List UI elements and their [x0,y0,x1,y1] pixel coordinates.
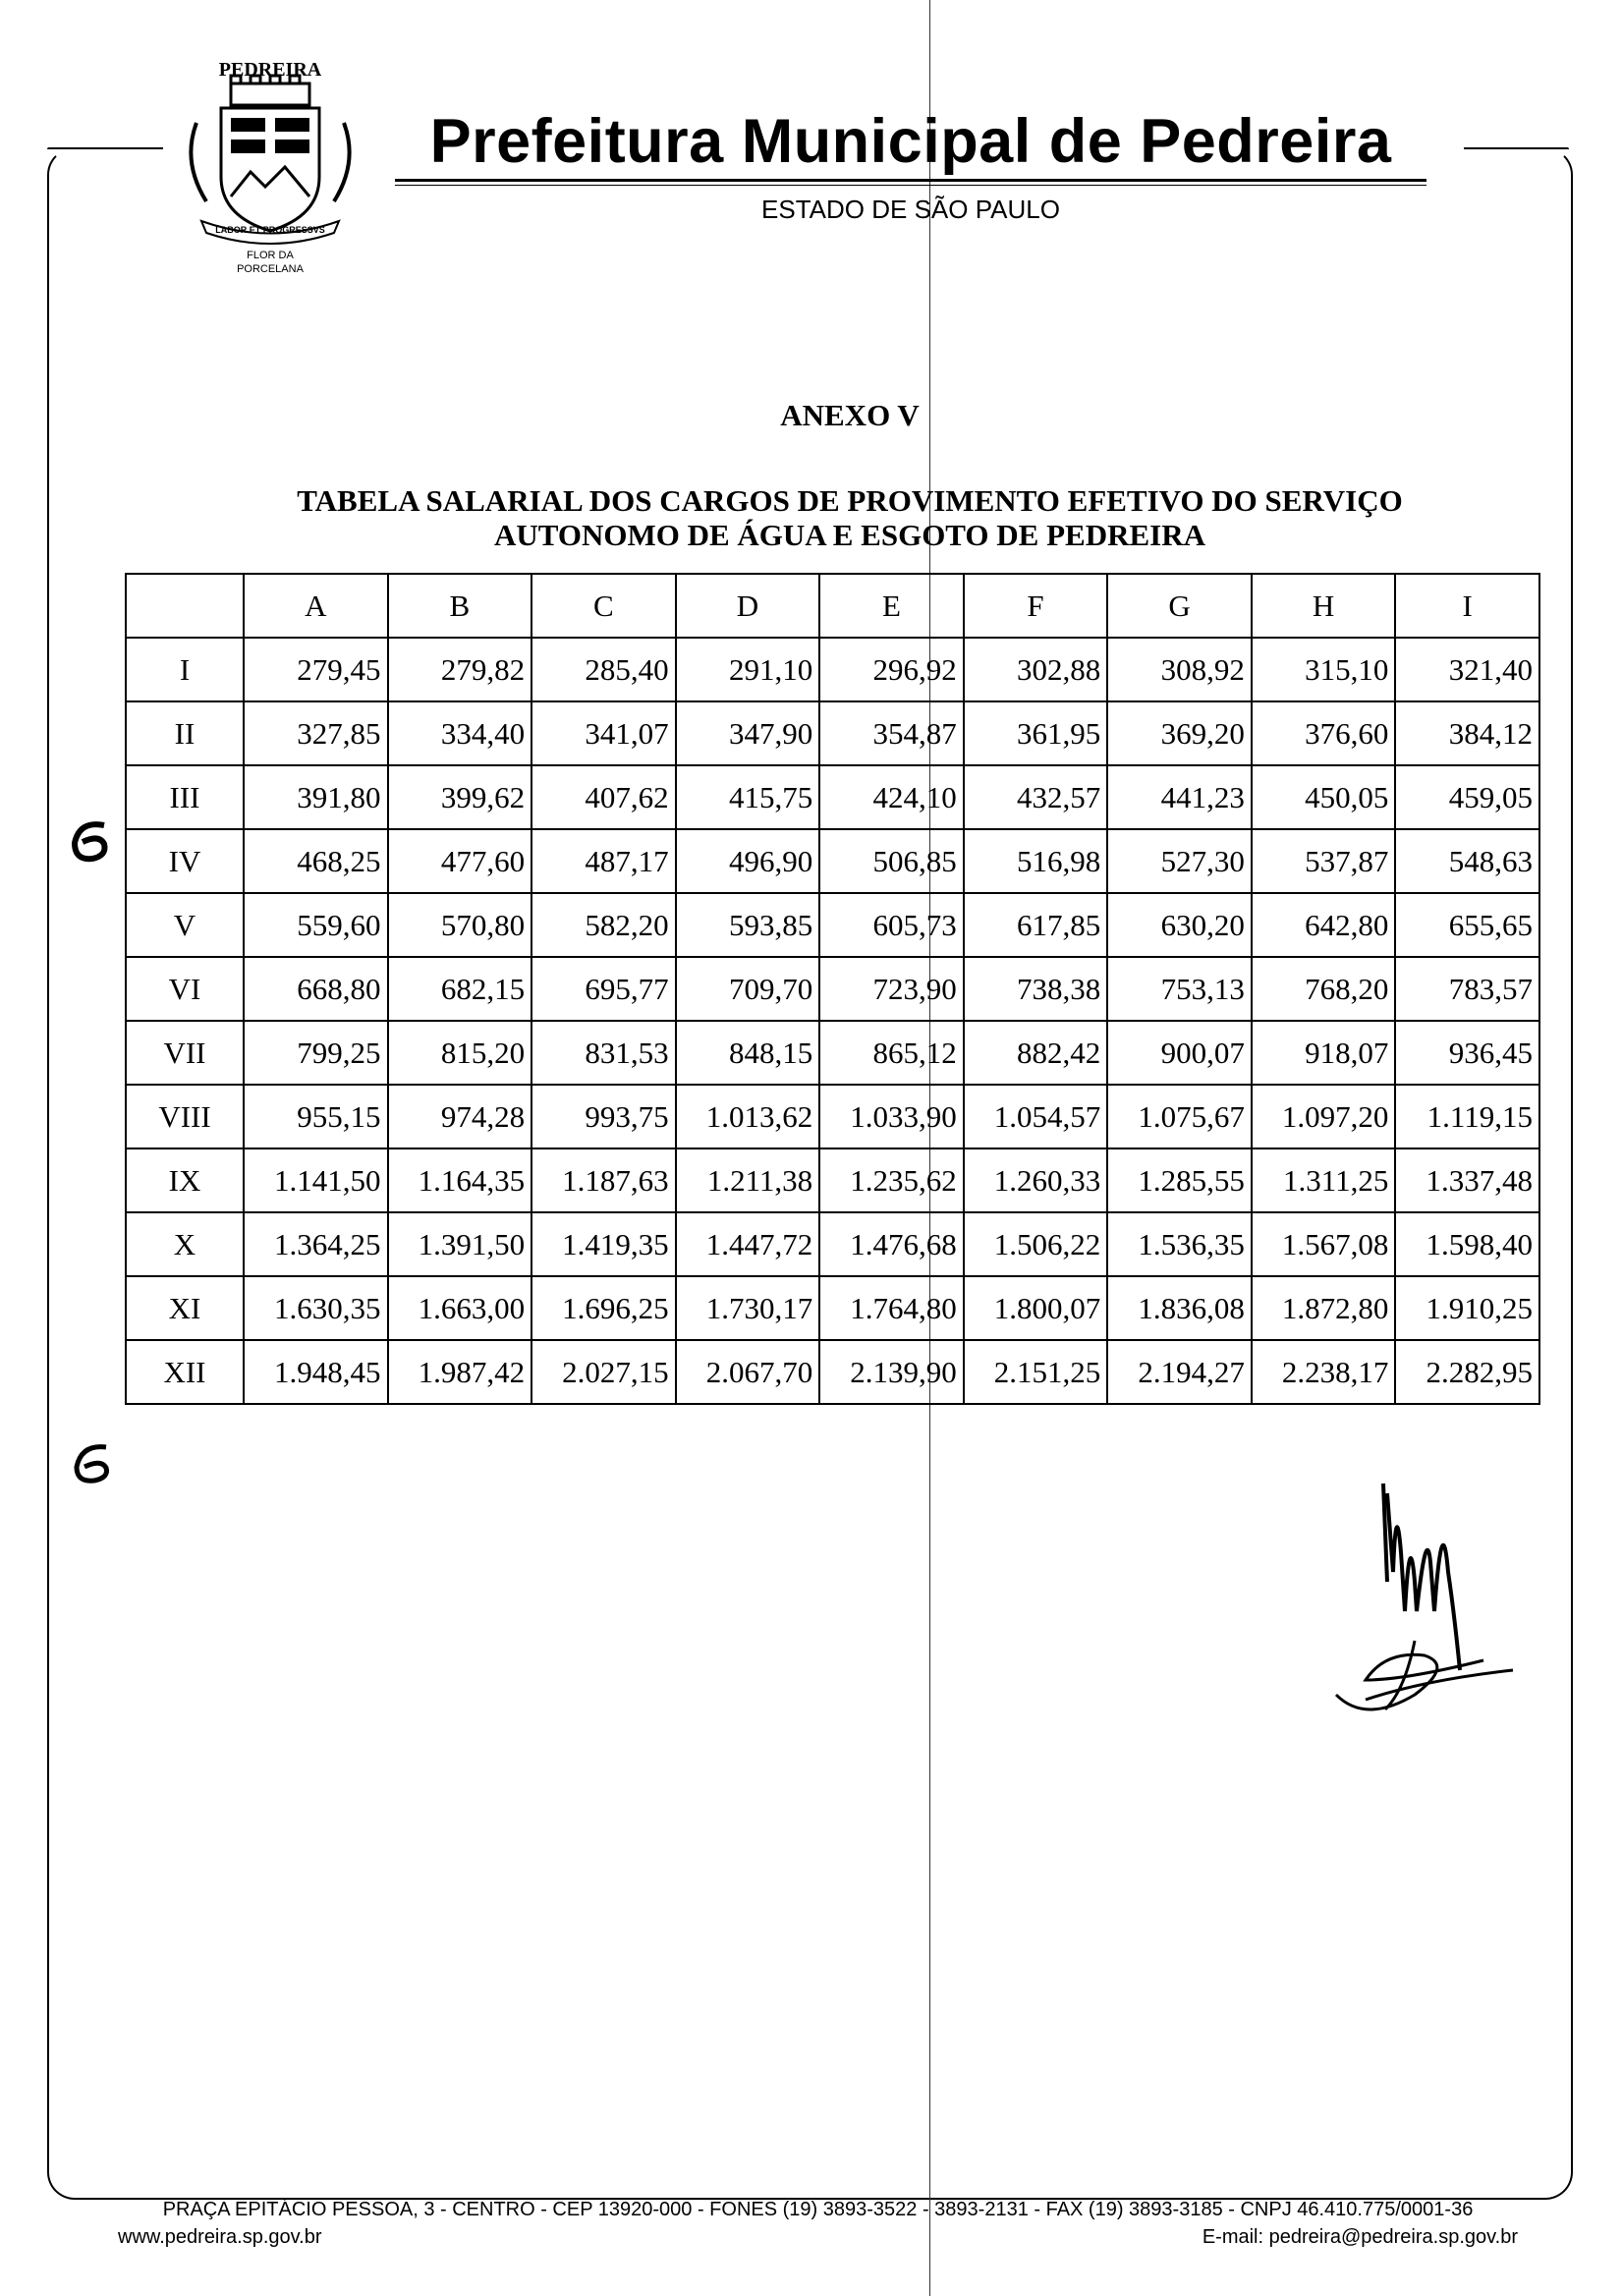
row-level-label: XI [126,1276,244,1340]
salary-cell: 900,07 [1107,1021,1252,1085]
salary-cell: 1.696,25 [531,1276,676,1340]
table-row [126,957,1539,1021]
salary-cell: 1.567,08 [1252,1212,1396,1276]
document-title-line1: TABELA SALARIAL DOS CARGOS DE PROVIMENTO EFETIVO DO SERVIÇO [297,483,1403,518]
salary-cell: 955,15 [244,1085,388,1148]
salary-cell: 768,20 [1252,957,1396,1021]
salary-cell: 334,40 [388,701,532,765]
salary-cell: 369,20 [1107,701,1252,765]
salary-cell: 1.506,22 [964,1212,1108,1276]
table-row [126,701,1539,765]
salary-cell: 1.800,07 [964,1276,1108,1340]
salary-cell: 2.282,95 [1395,1340,1539,1404]
salary-cell: 570,80 [388,893,532,957]
row-level-label: IV [126,829,244,893]
table-row [126,1085,1539,1148]
salary-cell: 296,92 [819,638,964,701]
salary-cell: 1.364,25 [244,1212,388,1276]
footer-email: E-mail: pedreira@pedreira.sp.gov.br [1202,2226,1518,2248]
svg-text:FLOR DA: FLOR DA [247,250,294,261]
salary-cell: 347,90 [676,701,820,765]
salary-cell: 783,57 [1395,957,1539,1021]
footer-address: PRAÇA EPITÁCIO PESSOA, 3 - CENTRO - CEP 13920-000 - FONES (19) 3893-3522 - 3893-2131 - FAX (19) 3893-3185 - CNPJ 46.410.775/0001-36 [162,2199,1474,2220]
column-header: C [531,574,676,638]
salary-cell: 1.119,15 [1395,1085,1539,1148]
column-header: G [1107,574,1252,638]
annex-heading: ANEXO V [780,398,920,432]
table-row [126,1212,1539,1276]
salary-cell: 279,82 [388,638,532,701]
salary-cell: 450,05 [1252,765,1396,829]
salary-cell: 1.164,35 [388,1148,532,1212]
svg-text:LABOR ET PROGRESSVS: LABOR ET PROGRESSVS [215,225,325,235]
row-level-label: I [126,638,244,701]
svg-text:PORCELANA: PORCELANA [237,263,304,275]
salary-cell: 1.311,25 [1252,1148,1396,1212]
row-level-label: XII [126,1340,244,1404]
salary-cell: 496,90 [676,829,820,893]
salary-cell: 682,15 [388,957,532,1021]
column-header: D [676,574,820,638]
salary-cell: 527,30 [1107,829,1252,893]
salary-cell: 361,95 [964,701,1108,765]
municipal-crest-logo [177,54,364,285]
salary-cell: 1.187,63 [531,1148,676,1212]
salary-cell: 468,25 [244,829,388,893]
column-header: H [1252,574,1396,638]
salary-cell: 516,98 [964,829,1108,893]
svg-text:PEDREIRA: PEDREIRA [218,59,322,81]
salary-cell: 459,05 [1395,765,1539,829]
salary-cell: 1.285,55 [1107,1148,1252,1212]
salary-cell: 341,07 [531,701,676,765]
salary-cell: 1.391,50 [388,1212,532,1276]
page-border-top-left [47,147,163,149]
salary-cell: 1.260,33 [964,1148,1108,1212]
table-row [126,765,1539,829]
salary-cell: 865,12 [819,1021,964,1085]
salary-cell: 315,10 [1252,638,1396,701]
salary-cell: 302,88 [964,638,1108,701]
table-row [126,1021,1539,1085]
salary-cell: 848,15 [676,1021,820,1085]
salary-cell: 1.836,08 [1107,1276,1252,1340]
salary-cell: 1.630,35 [244,1276,388,1340]
table-row [126,1148,1539,1212]
salary-cell: 2.067,70 [676,1340,820,1404]
salary-cell: 1.987,42 [388,1340,532,1404]
footer-website: www.pedreira.sp.gov.br [118,2226,322,2248]
salary-cell: 918,07 [1252,1021,1396,1085]
salary-cell: 2.139,90 [819,1340,964,1404]
table-row [126,1340,1539,1404]
salary-cell: 799,25 [244,1021,388,1085]
salary-cell: 399,62 [388,765,532,829]
salary-cell: 407,62 [531,765,676,829]
row-level-label: II [126,701,244,765]
salary-cell: 308,92 [1107,638,1252,701]
salary-cell: 593,85 [676,893,820,957]
table-corner-cell [126,574,244,638]
table-row [126,893,1539,957]
salary-cell: 279,45 [244,638,388,701]
salary-cell: 655,65 [1395,893,1539,957]
salary-cell: 354,87 [819,701,964,765]
salary-cell: 506,85 [819,829,964,893]
salary-cell: 376,60 [1252,701,1396,765]
salary-cell: 2.238,17 [1252,1340,1396,1404]
salary-cell: 1.337,48 [1395,1148,1539,1212]
margin-initial-mark [67,815,116,865]
column-header: F [964,574,1108,638]
salary-cell: 384,12 [1395,701,1539,765]
salary-cell: 1.730,17 [676,1276,820,1340]
salary-cell: 321,40 [1395,638,1539,701]
salary-cell: 1.663,00 [388,1276,532,1340]
row-level-label: IX [126,1148,244,1212]
salary-cell: 1.948,45 [244,1340,388,1404]
table-header-row [126,574,1539,638]
salary-cell: 695,77 [531,957,676,1021]
salary-cell: 831,53 [531,1021,676,1085]
row-level-label: X [126,1212,244,1276]
row-level-label: VIII [126,1085,244,1148]
salary-cell: 537,87 [1252,829,1396,893]
title-underline-thin [395,185,1426,186]
column-header: B [388,574,532,638]
salary-cell: 291,10 [676,638,820,701]
salary-cell: 617,85 [964,893,1108,957]
row-level-label: V [126,893,244,957]
row-level-label: VII [126,1021,244,1085]
salary-cell: 559,60 [244,893,388,957]
salary-cell: 1.476,68 [819,1212,964,1276]
salary-cell: 424,10 [819,765,964,829]
salary-cell: 548,63 [1395,829,1539,893]
state-subtitle: ESTADO DE SÃO PAULO [761,195,1060,224]
salary-cell: 753,13 [1107,957,1252,1021]
salary-cell: 1.075,67 [1107,1085,1252,1148]
table-row [126,1276,1539,1340]
salary-cell: 1.910,25 [1395,1276,1539,1340]
document-title-line2: AUTONOMO DE ÁGUA E ESGOTO DE PEDREIRA [493,518,1206,552]
salary-cell: 2.151,25 [964,1340,1108,1404]
salary-cell: 415,75 [676,765,820,829]
salary-cell: 738,38 [964,957,1108,1021]
salary-cell: 936,45 [1395,1021,1539,1085]
row-level-label: VI [126,957,244,1021]
salary-cell: 2.194,27 [1107,1340,1252,1404]
salary-cell: 974,28 [388,1085,532,1148]
salary-cell: 582,20 [531,893,676,957]
salary-cell: 815,20 [388,1021,532,1085]
title-underline [395,179,1426,182]
salary-cell: 1.872,80 [1252,1276,1396,1340]
column-header: A [244,574,388,638]
salary-cell: 1.764,80 [819,1276,964,1340]
salary-cell: 2.027,15 [531,1340,676,1404]
salary-cell: 993,75 [531,1085,676,1148]
salary-cell: 432,57 [964,765,1108,829]
table-row [126,638,1539,701]
table-row [126,829,1539,893]
margin-initial-mark-2 [69,1439,118,1488]
salary-cell: 1.097,20 [1252,1085,1396,1148]
salary-table [125,573,1540,1405]
salary-cell: 391,80 [244,765,388,829]
salary-cell: 1.054,57 [964,1085,1108,1148]
page-border-top-right [1464,147,1569,149]
salary-cell: 477,60 [388,829,532,893]
salary-cell: 630,20 [1107,893,1252,957]
salary-cell: 1.211,38 [676,1148,820,1212]
salary-cell: 1.033,90 [819,1085,964,1148]
salary-cell: 709,70 [676,957,820,1021]
salary-cell: 1.141,50 [244,1148,388,1212]
salary-cell: 723,90 [819,957,964,1021]
salary-cell: 327,85 [244,701,388,765]
salary-cell: 1.536,35 [1107,1212,1252,1276]
salary-cell: 605,73 [819,893,964,957]
salary-cell: 1.235,62 [819,1148,964,1212]
column-header: E [819,574,964,638]
row-level-label: III [126,765,244,829]
salary-cell: 882,42 [964,1021,1108,1085]
column-header: I [1395,574,1539,638]
salary-cell: 1.447,72 [676,1212,820,1276]
salary-cell: 1.419,35 [531,1212,676,1276]
salary-cell: 642,80 [1252,893,1396,957]
page-title: Prefeitura Municipal de Pedreira [429,107,1392,176]
salary-cell: 441,23 [1107,765,1252,829]
handwritten-signatures [1316,1454,1552,1729]
salary-cell: 487,17 [531,829,676,893]
salary-cell: 1.598,40 [1395,1212,1539,1276]
salary-cell: 285,40 [531,638,676,701]
salary-cell: 668,80 [244,957,388,1021]
salary-cell: 1.013,62 [676,1085,820,1148]
